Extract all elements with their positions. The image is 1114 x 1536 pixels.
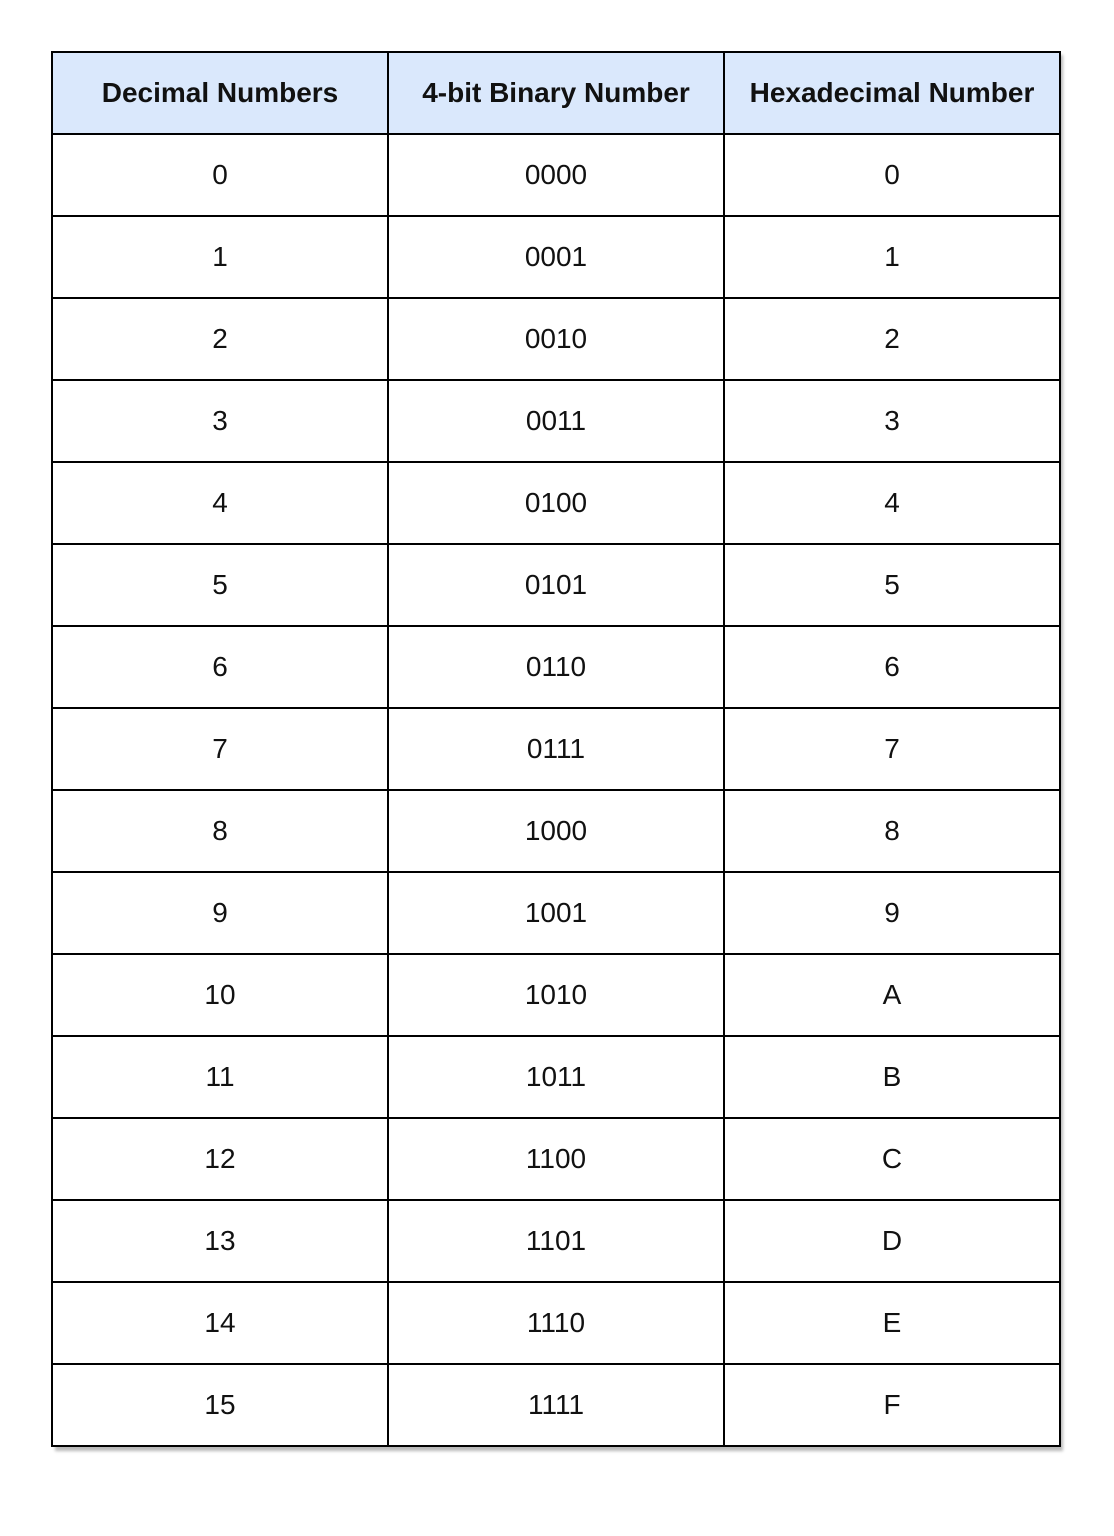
hexadecimal-cell: 1 bbox=[724, 216, 1060, 298]
hexadecimal-cell: 4 bbox=[724, 462, 1060, 544]
table-row bbox=[52, 954, 1060, 1036]
table-row bbox=[52, 626, 1060, 708]
decimal-cell: 2 bbox=[52, 298, 388, 380]
table-row bbox=[52, 872, 1060, 954]
decimal-cell: 14 bbox=[52, 1282, 388, 1364]
binary-cell: 0011 bbox=[388, 380, 724, 462]
table-row bbox=[52, 134, 1060, 216]
binary-cell: 1011 bbox=[388, 1036, 724, 1118]
table-header bbox=[52, 52, 1060, 134]
column-header-decimal: Decimal Numbers bbox=[52, 52, 388, 134]
hexadecimal-cell: 7 bbox=[724, 708, 1060, 790]
binary-cell: 0110 bbox=[388, 626, 724, 708]
hexadecimal-cell: 0 bbox=[724, 134, 1060, 216]
table-row bbox=[52, 216, 1060, 298]
hexadecimal-cell: 2 bbox=[724, 298, 1060, 380]
hexadecimal-cell: 9 bbox=[724, 872, 1060, 954]
table-row bbox=[52, 544, 1060, 626]
conversion-table-container bbox=[51, 51, 1059, 1447]
hexadecimal-cell: 5 bbox=[724, 544, 1060, 626]
binary-cell: 1110 bbox=[388, 1282, 724, 1364]
binary-cell: 1000 bbox=[388, 790, 724, 872]
hexadecimal-cell: 6 bbox=[724, 626, 1060, 708]
decimal-cell: 11 bbox=[52, 1036, 388, 1118]
table-row bbox=[52, 790, 1060, 872]
hexadecimal-cell: 8 bbox=[724, 790, 1060, 872]
binary-cell: 1001 bbox=[388, 872, 724, 954]
binary-cell: 1100 bbox=[388, 1118, 724, 1200]
table-row bbox=[52, 298, 1060, 380]
decimal-cell: 13 bbox=[52, 1200, 388, 1282]
table-row bbox=[52, 1282, 1060, 1364]
hexadecimal-cell: 3 bbox=[724, 380, 1060, 462]
decimal-cell: 8 bbox=[52, 790, 388, 872]
binary-cell: 1101 bbox=[388, 1200, 724, 1282]
table-row bbox=[52, 1200, 1060, 1282]
table-row bbox=[52, 462, 1060, 544]
table-row bbox=[52, 1364, 1060, 1446]
decimal-cell: 4 bbox=[52, 462, 388, 544]
number-conversion-table bbox=[51, 51, 1061, 1447]
hexadecimal-cell: D bbox=[724, 1200, 1060, 1282]
decimal-cell: 1 bbox=[52, 216, 388, 298]
column-header-hexadecimal: Hexadecimal Number bbox=[724, 52, 1060, 134]
decimal-cell: 9 bbox=[52, 872, 388, 954]
decimal-cell: 12 bbox=[52, 1118, 388, 1200]
hexadecimal-cell: C bbox=[724, 1118, 1060, 1200]
binary-cell: 0101 bbox=[388, 544, 724, 626]
decimal-cell: 5 bbox=[52, 544, 388, 626]
table-row bbox=[52, 1118, 1060, 1200]
binary-cell: 0000 bbox=[388, 134, 724, 216]
binary-cell: 1010 bbox=[388, 954, 724, 1036]
hexadecimal-cell: B bbox=[724, 1036, 1060, 1118]
decimal-cell: 3 bbox=[52, 380, 388, 462]
decimal-cell: 15 bbox=[52, 1364, 388, 1446]
hexadecimal-cell: A bbox=[724, 954, 1060, 1036]
binary-cell: 0001 bbox=[388, 216, 724, 298]
decimal-cell: 10 bbox=[52, 954, 388, 1036]
table-row bbox=[52, 1036, 1060, 1118]
binary-cell: 0010 bbox=[388, 298, 724, 380]
column-header-binary: 4-bit Binary Number bbox=[388, 52, 724, 134]
decimal-cell: 6 bbox=[52, 626, 388, 708]
binary-cell: 0111 bbox=[388, 708, 724, 790]
decimal-cell: 0 bbox=[52, 134, 388, 216]
table-row bbox=[52, 380, 1060, 462]
binary-cell: 1111 bbox=[388, 1364, 724, 1446]
binary-cell: 0100 bbox=[388, 462, 724, 544]
hexadecimal-cell: E bbox=[724, 1282, 1060, 1364]
table-row bbox=[52, 708, 1060, 790]
table-body bbox=[52, 134, 1060, 1446]
decimal-cell: 7 bbox=[52, 708, 388, 790]
header-row bbox=[52, 52, 1060, 134]
hexadecimal-cell: F bbox=[724, 1364, 1060, 1446]
